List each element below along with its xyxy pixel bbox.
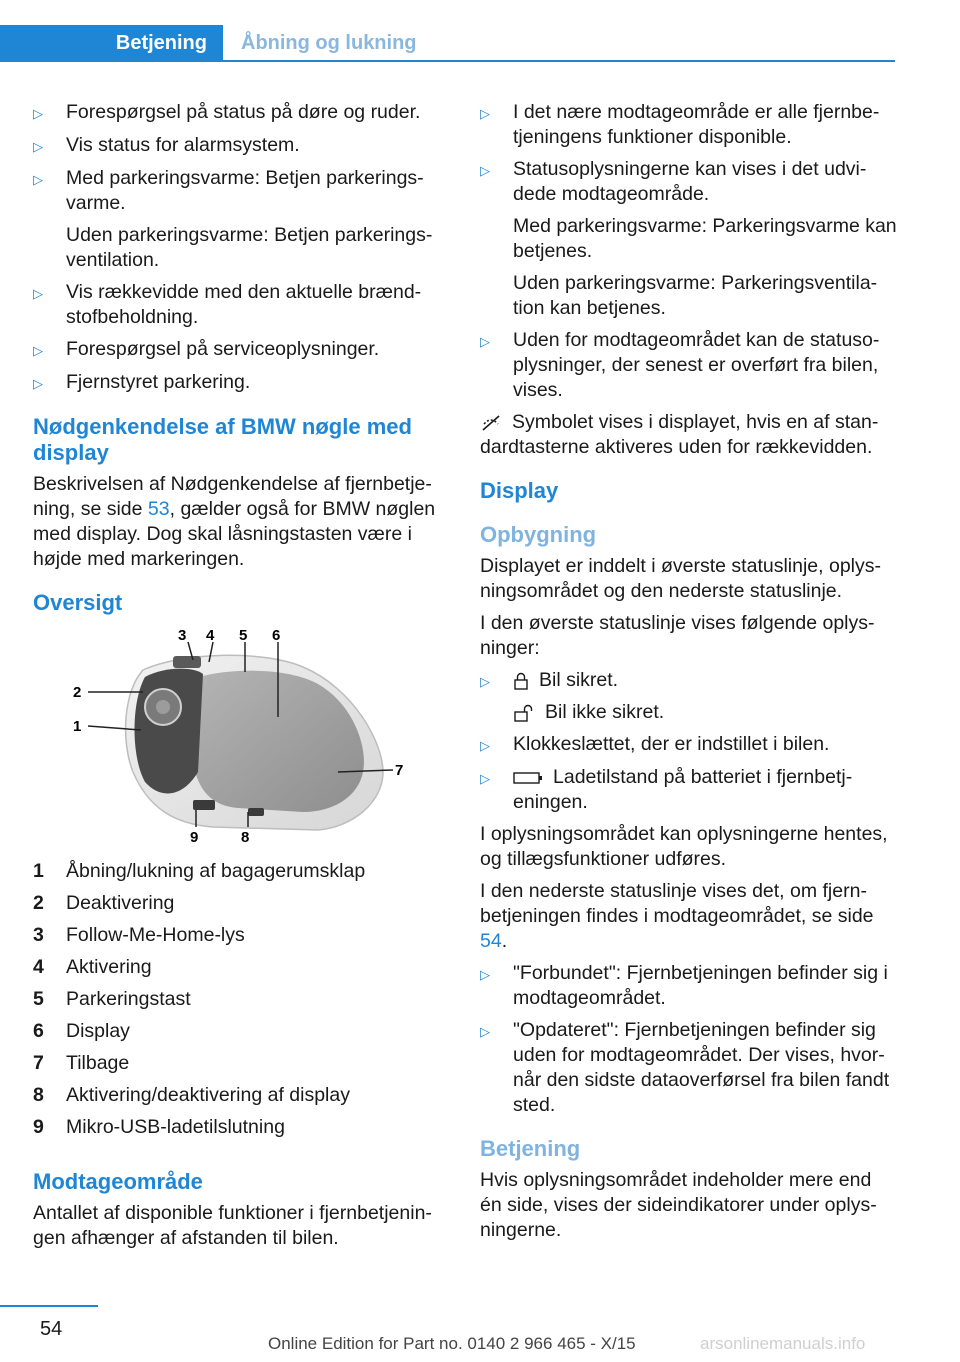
- overview-heading: Oversigt: [33, 590, 123, 615]
- callout-9: 9: [190, 829, 199, 846]
- callout-2: 2: [73, 684, 82, 701]
- legend-number: 4: [33, 955, 44, 978]
- list-item: [480, 100, 898, 150]
- list-item-text: Uden parkeringsvarme: Betjen parkeringsventilation.: [66, 224, 433, 271]
- reception-text: Antallet af disponible funktioner i fjernbetjeningen afhænger af afstanden til bilen.: [33, 1202, 432, 1249]
- triangle-bullet-icon: ▷: [33, 172, 43, 187]
- legend-row: [33, 983, 448, 1015]
- list-item-text: Statusoplysningerne kan vises i det udvidede modtageområde.: [513, 158, 867, 205]
- triangle-bullet-icon: ▷: [480, 334, 490, 349]
- callout-7: 7: [395, 762, 404, 779]
- display-heading: Display: [480, 478, 559, 503]
- legend-row: [33, 1015, 448, 1047]
- legend-list: [33, 855, 448, 1143]
- legend-number: 7: [33, 1051, 44, 1074]
- reception-heading: Modtageområde: [33, 1169, 203, 1194]
- list-item-text: Med parkeringsvarme: Betjen parkeringsvarme.: [66, 167, 424, 214]
- legend-label: Mikro-USB-ladetilslutning: [66, 1115, 285, 1138]
- legend-number: 3: [33, 923, 44, 946]
- list-item-text: Uden for modtageområdet kan de statusoplysninger, der senest er overført fra bilen, vises.: [513, 329, 880, 401]
- out-of-range-icon: [480, 414, 502, 432]
- legend-number: 1: [33, 859, 44, 882]
- triangle-bullet-icon: ▷: [480, 1024, 490, 1039]
- list-item-text: "Forbundet": Fjernbetjeningen befinder sig i modtageområdet.: [513, 962, 888, 1009]
- page-link[interactable]: 54: [480, 930, 502, 952]
- status-locked-line: Bil sikret.: [513, 668, 664, 693]
- triangle-bullet-icon: ▷: [33, 139, 43, 154]
- operation-heading: Betjening: [480, 1136, 581, 1161]
- legend-row: [33, 1047, 448, 1079]
- legend-row: [33, 887, 448, 919]
- page-link[interactable]: 53: [147, 498, 170, 520]
- info-p2: I den nederste statuslinje vises det, om fjernbetjeningen findes i modtageområdet, se side 54.: [480, 880, 874, 952]
- list-item-text: Uden parkeringsvarme: Parkeringsventilation kan betjenes.: [513, 272, 878, 319]
- footer-rule: [0, 1305, 98, 1307]
- callout-5: 5: [239, 627, 248, 644]
- legend-label: Parkeringstast: [66, 987, 191, 1010]
- triangle-bullet-icon: ▷: [33, 343, 43, 358]
- status-battery-line: Ladetilstand på batteriet i fjernbetjeningen.: [513, 766, 853, 813]
- symbol-paragraph: [480, 410, 898, 460]
- list-item-text: Forespørgsel på serviceoplysninger.: [66, 338, 380, 360]
- structure-p2: I den øverste statuslinje vises følgende oplysninger:: [480, 612, 875, 659]
- list-item: [480, 157, 898, 321]
- key-figure: [33, 622, 448, 847]
- list-item: [480, 328, 898, 403]
- callout-8: 8: [241, 829, 250, 846]
- emergency-heading: Nødgenkendelse af BMW nøgle med display: [33, 414, 412, 465]
- triangle-bullet-icon: ▷: [480, 106, 490, 121]
- triangle-bullet-icon: ▷: [33, 376, 43, 391]
- left-bullets-top: [33, 100, 448, 396]
- list-item: [33, 370, 448, 396]
- lock-open-icon: [513, 704, 535, 722]
- subsection-tab: Åbning og lukning: [241, 32, 417, 54]
- legend-number: 2: [33, 891, 44, 914]
- right-column: [480, 100, 898, 1250]
- legend-number: 6: [33, 1019, 44, 1042]
- legend-row: [33, 919, 448, 951]
- info-p1: I oplysningsområdet kan oplysningerne hentes, og tillægsfunktioner udføres.: [480, 823, 888, 870]
- status-unlocked-line: Bil ikke sikret.: [513, 700, 664, 725]
- callout-3: 3: [178, 627, 187, 644]
- watermark: arsonlinemanuals.info: [700, 1334, 866, 1353]
- legend-label: Åbning/lukning af bagagerumsklap: [66, 859, 366, 882]
- list-item-text: Vis rækkevidde med den aktuelle brændstofbeholdning.: [66, 281, 422, 328]
- list-item: [33, 337, 448, 363]
- triangle-bullet-icon: ▷: [480, 163, 490, 178]
- list-item-text: Fjernstyret parkering.: [66, 371, 251, 393]
- legend-label: Aktivering/deaktivering af display: [66, 1083, 350, 1106]
- list-item: [33, 133, 448, 159]
- legend-row: [33, 951, 448, 983]
- left-column: [33, 100, 448, 1258]
- edition-text: Online Edition for Part no. 0140 2 966 465 - X/15: [268, 1334, 636, 1353]
- operation-text: Hvis oplysningsområdet indeholder mere end én side, vises der sideindikatorer under oplysningerne.: [480, 1169, 877, 1241]
- symbol-text: Symbolet vises i displayet, hvis en af standardtasterne aktiveres uden for rækkevidden.: [480, 411, 879, 458]
- page-header: [0, 25, 895, 62]
- emergency-text: Beskrivelsen af Nødgenkendelse af fjernbetjening, se side 53, gælder også for BMW nøglen med display. Dog skal låsningstasten være i højde med markeringen.: [33, 473, 436, 570]
- callout-6: 6: [272, 627, 281, 644]
- legend-number: 9: [33, 1115, 44, 1138]
- callout-1: 1: [73, 718, 82, 735]
- list-item-text: Klokkeslættet, der er indstillet i bilen.: [513, 733, 830, 755]
- legend-label: Follow-Me-Home-lys: [66, 923, 245, 946]
- legend-row: [33, 855, 448, 887]
- legend-row: [33, 1111, 448, 1143]
- list-item-text: Forespørgsel på status på døre og ruder.: [66, 101, 421, 123]
- list-item: [480, 668, 898, 725]
- triangle-bullet-icon: ▷: [480, 674, 490, 689]
- battery-icon: [513, 771, 543, 785]
- list-item: [480, 732, 898, 758]
- list-item: [33, 280, 448, 330]
- triangle-bullet-icon: ▷: [480, 967, 490, 982]
- list-item-text: I det nære modtageområde er alle fjernbetjeningens funktioner disponible.: [513, 101, 880, 148]
- list-item-text: Med parkeringsvarme: Parkeringsvarme kan betjenes.: [513, 215, 897, 262]
- header-rule: [223, 60, 895, 62]
- bmw-key-illustration: [33, 622, 448, 847]
- legend-row: [33, 1079, 448, 1111]
- structure-p1: Displayet er inddelt i øverste statuslinje, oplysningsområdet og den nederste statuslinje.: [480, 555, 882, 602]
- triangle-bullet-icon: ▷: [33, 106, 43, 121]
- legend-label: Tilbage: [66, 1051, 130, 1074]
- list-item: [33, 166, 448, 273]
- triangle-bullet-icon: ▷: [480, 738, 490, 753]
- legend-number: 8: [33, 1083, 44, 1106]
- legend-number: 5: [33, 987, 44, 1010]
- structure-heading: Opbygning: [480, 522, 597, 547]
- section-tab: Betjening: [0, 25, 223, 62]
- list-item: [480, 961, 898, 1011]
- lock-closed-icon: [513, 672, 529, 690]
- triangle-bullet-icon: ▷: [33, 286, 43, 301]
- legend-label: Display: [66, 1019, 130, 1042]
- legend-label: Aktivering: [66, 955, 152, 978]
- legend-label: Deaktivering: [66, 891, 175, 914]
- callout-4: 4: [206, 627, 215, 644]
- list-item-text: Vis status for alarmsystem.: [66, 134, 300, 156]
- list-item-text: "Opdateret": Fjernbetjeningen befinder sig uden for modtageområdet. Der vises, hvornår den sidste dataoverførsel fra bilen fandt sted.: [513, 1019, 890, 1116]
- page-number: 54: [40, 1318, 63, 1340]
- list-item: [33, 100, 448, 126]
- list-item: [480, 765, 898, 815]
- triangle-bullet-icon: ▷: [480, 771, 490, 786]
- list-item: [480, 1018, 898, 1118]
